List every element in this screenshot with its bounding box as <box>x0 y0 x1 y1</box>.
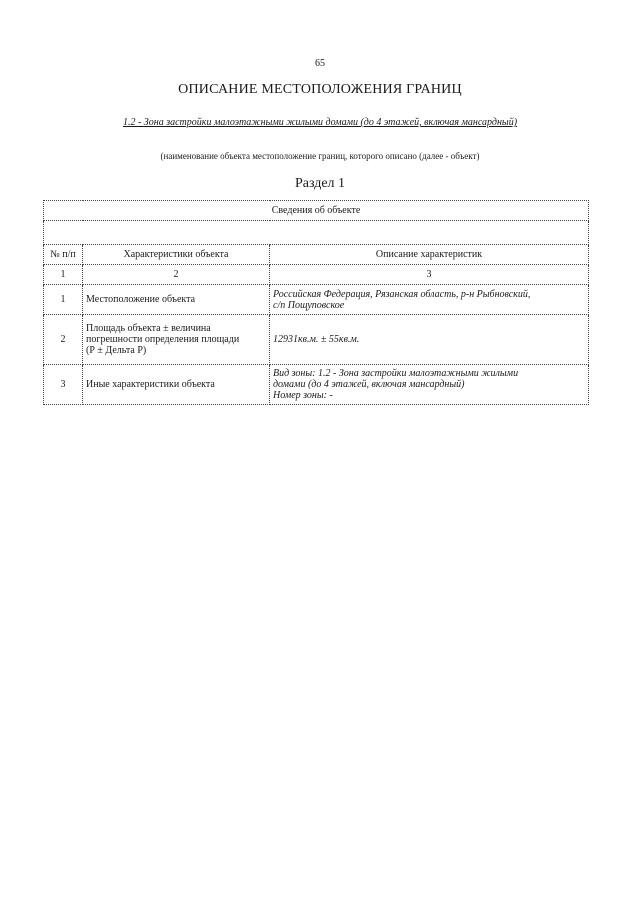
table-column-numbers-row <box>44 265 589 285</box>
row-num: 3 <box>44 365 83 405</box>
table-header-row <box>44 245 589 265</box>
description-line: с/п Пощуповское <box>273 299 345 311</box>
table-row <box>44 285 589 315</box>
characteristic-line: Площадь объекта ± величина <box>86 323 211 334</box>
table-title-row <box>44 201 589 221</box>
table-section-title: Сведения об объекте <box>44 201 589 221</box>
row-characteristic: Иные характеристики объекта <box>83 365 270 405</box>
description-line: Российская Федерация, Рязанская область, р-н Рыбновский, <box>273 288 531 300</box>
characteristic-line: (Р ± Дельта Р) <box>86 345 147 356</box>
table-spacer-cell <box>44 221 589 245</box>
object-info-table <box>43 200 589 405</box>
column-number: 1 <box>44 265 83 285</box>
column-number: 2 <box>83 265 270 285</box>
row-characteristic <box>83 315 270 365</box>
row-description <box>270 365 589 405</box>
row-characteristic: Местоположение объекта <box>83 285 270 315</box>
zone-subtitle: 1.2 - Зона застройки малоэтажными жилыми домами (до 4 этажей, включая мансардный) <box>122 117 518 128</box>
header-num: № п/п <box>44 245 83 265</box>
column-number: 3 <box>270 265 589 285</box>
header-characteristic: Характеристики объекта <box>83 245 270 265</box>
row-num: 2 <box>44 315 83 365</box>
table-row <box>44 315 589 365</box>
characteristic-line: погрешности определения площади <box>86 334 240 345</box>
object-caption: (наименование объекта местоположение границ, которого описано (далее - объект) <box>160 151 480 161</box>
description-line: Вид зоны: 1.2 - Зона застройки малоэтажными жилыми <box>273 368 519 379</box>
page-number: 65 <box>315 58 325 69</box>
row-description: 12931кв.м. ± 55кв.м. <box>270 315 589 365</box>
row-num: 1 <box>44 285 83 315</box>
table-row <box>44 365 589 405</box>
document-title: ОПИСАНИЕ МЕСТОПОЛОЖЕНИЯ ГРАНИЦ <box>178 82 462 97</box>
description-line: Номер зоны: - <box>273 390 333 401</box>
row-description <box>270 285 589 315</box>
section-heading: Раздел 1 <box>294 176 346 191</box>
header-description: Описание характеристик <box>270 245 589 265</box>
table-spacer-row <box>44 221 589 245</box>
description-line: домами (до 4 этажей, включая мансардный) <box>273 379 465 390</box>
